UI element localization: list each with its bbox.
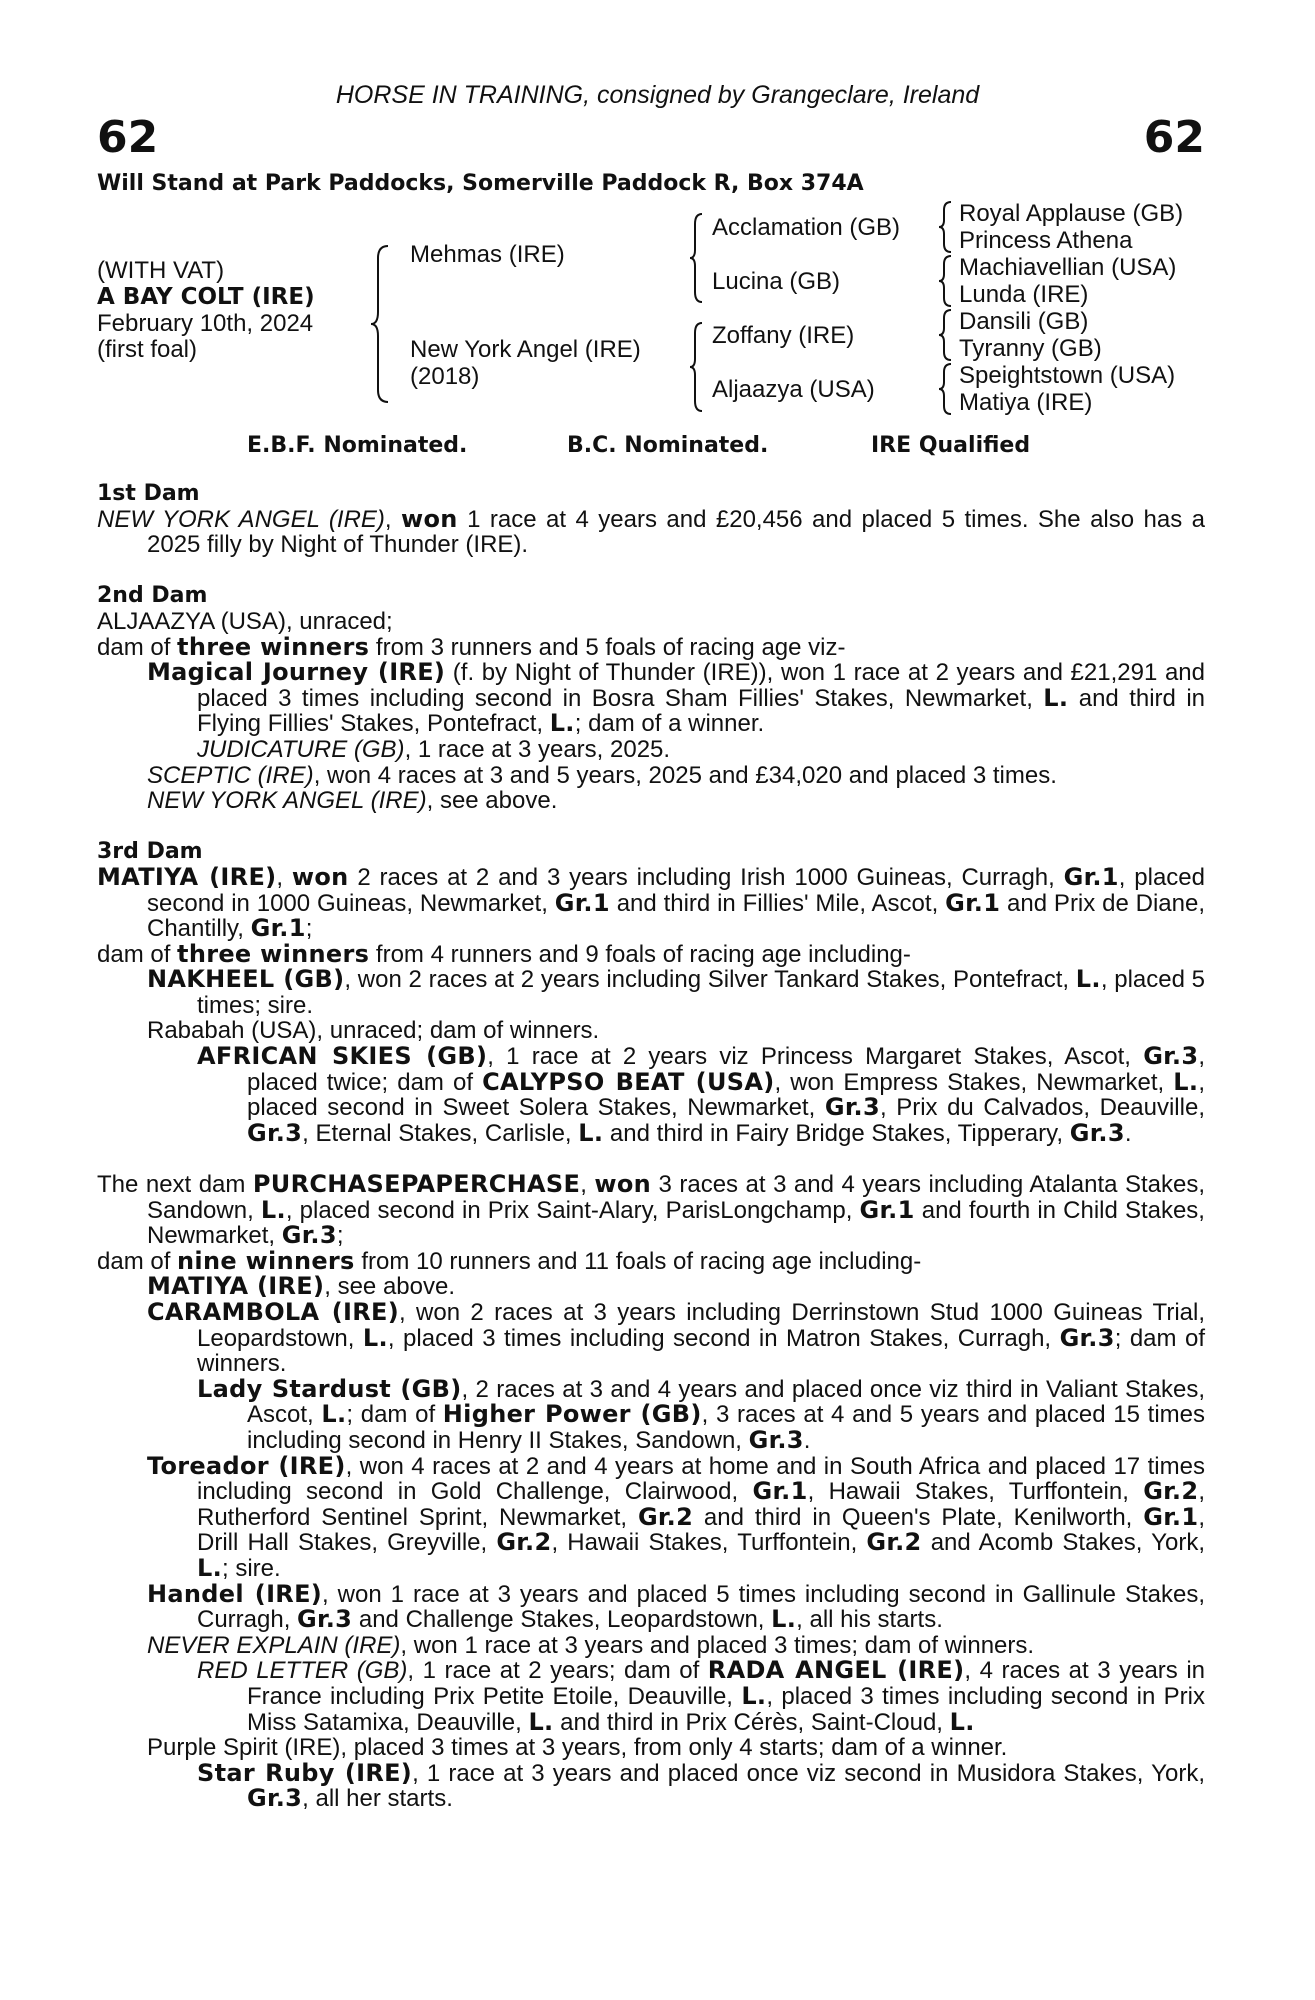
catalogue-subtitle: HORSE IN TRAINING, consigned by Grangeclare, Ireland [335,81,980,109]
second-dam-entry: ALJAAZYA (USA), unraced; [97,607,393,635]
pedigree-ggp-1: Royal Applause (GB) [959,200,1184,227]
catalogue-body [97,481,1205,1812]
pedigree-ggp-6: Tyranny (GB) [959,335,1102,362]
ire-qualified: IRE Qualified [871,433,1031,458]
pedigree-sire-sire: Acclamation (GB) [712,214,901,241]
ebf-nomination: E.B.F. Nominated. [247,433,468,458]
produce-rababah: Rababah (USA), unraced; dam of winners. [147,1017,600,1045]
pedigree-brace-dam [688,321,704,413]
vat-note: (WITH VAT) [97,257,225,284]
pedigree-brace-sire [688,212,704,304]
produce-red-letter: RED LETTER (GB), 1 race at 2 years; dam of RADA ANGEL (IRE), 4 races at 3 years in France including Prix Petite Etoile, Deauville, L., placed 3 times including second in Prix Miss Satamixa, Deauville, L. and third in Prix Cérès, Saint-Cloud, L. [197,1656,1206,1736]
pedigree-dam-year: (2018) [410,363,480,390]
produce-lady-stardust: Lady Stardust (GB), 2 races at 3 and 4 years and placed once viz third in Valiant Stakes, Ascot, L.; dam of Higher Power (GB), 3 races at 4 and 5 years and placed 15 times including second in Henry II Stakes, Sandown, Gr.3. [197,1374,1206,1454]
produce-toreador: Toreador (IRE), won 4 races at 2 and 4 years at home and in South Africa and placed 17 times including second in Gold Challenge, Clairwood, Gr.1, Hawaii Stakes, Turffontein, Gr.2, Rutherford Sentinel Sprint, Newmarket, Gr.2 and third in Queen's Plate, Kenilworth, Gr.1, Drill Hall Stakes, Greyville, Gr.2, Hawaii Stakes, Turffontein, Gr.2 and Acomb Stakes, York, L.; sire. [147,1451,1206,1582]
next-dam-produce-summary: dam of nine winners from 10 runners and 11 foals of racing age including- [97,1246,922,1275]
lot-number-right: 62 [1143,112,1205,163]
produce-star-ruby: Star Ruby (IRE), 1 race at 3 years and placed once viz second in Musidora Stakes, York, Gr.3, all her starts. [197,1758,1205,1813]
stand-location: Will Stand at Park Paddocks, Somerville Paddock R, Box 374A [97,171,864,196]
third-dam-produce-summary: dam of three winners from 4 runners and 9 foals of racing age including- [97,939,911,968]
produce-judicature: JUDICATURE (GB), 1 race at 3 years, 2025. [197,735,671,763]
lot-number-left: 62 [97,112,159,163]
second-dam-heading: 2nd Dam [97,583,208,609]
bc-nomination: B.C. Nominated. [567,433,769,458]
pedigree-dam: New York Angel (IRE) [410,336,641,363]
pedigree-brace-gg3 [937,308,953,362]
pedigree-ggp-7: Speightstown (USA) [959,362,1176,389]
produce-african-skies: AFRICAN SKIES (GB), 1 race at 2 years viz Princess Margaret Stakes, Ascot, Gr.3, placed twice; dam of CALYPSO BEAT (USA), won Empress Stakes, Newmarket, L., placed second in Sweet Solera Stakes, Newmarket, Gr.3, Prix du Calvados, Deauville, Gr.3, Eternal Stakes, Carlisle, L. and third in Fairy Bridge Stakes, Tipperary, Gr.3. [197,1042,1205,1147]
first-dam-heading: 1st Dam [97,481,200,506]
pedigree-ggp-2: Princess Athena [959,227,1133,254]
third-dam-entry: MATIYA (IRE), won 2 races at 2 and 3 years including Irish 1000 Guineas, Curragh, Gr.1, placed second in 1000 Guineas, Newmarket, Gr.1 and third in Fillies' Mile, Ascot, Gr.1 and Prix de Diane, Chantilly, Gr.1; [97,862,1205,943]
foal-note: (first foal) [97,336,198,363]
pedigree-dam-sire: Zoffany (IRE) [712,322,855,349]
pedigree-brace-gg1 [937,200,953,254]
produce-magical-journey: Magical Journey (IRE) (f. by Night of Thunder (IRE)), won 1 race at 2 years and £21,291 and placed 3 times including second in Bosra Sham Fillies' Stakes, Newmarket, L. and third in Flying Fillies' Stakes, Pontefract, L.; dam of a winner. [147,658,1206,738]
produce-matiya: MATIYA (IRE), see above. [147,1272,456,1301]
first-dam-entry: NEW YORK ANGEL (IRE), won 1 race at 4 years and £20,456 and placed 5 times. She also has a 2025 filly by Night of Thunder (IRE). [97,504,1206,559]
pedigree-brace-gg2 [937,254,953,308]
produce-handel: Handel (IRE), won 1 race at 3 years and placed 5 times including second in Gallinule Stakes, Curragh, Gr.3 and Challenge Stakes, Leopardstown, L., all his starts. [147,1579,1205,1634]
produce-purple-spirit: Purple Spirit (IRE), placed 3 times at 3 years, from only 4 starts; dam of a winner. [147,1734,1008,1762]
pedigree-sire-dam: Lucina (GB) [712,268,841,295]
produce-nakheel: NAKHEEL (GB), won 2 races at 2 years including Silver Tankard Stakes, Pontefract, L., placed 5 times; sire. [147,965,1206,1019]
second-dam-produce-summary: dam of three winners from 3 runners and 5 foals of racing age viz- [97,632,846,661]
produce-carambola: CARAMBOLA (IRE), won 2 races at 3 years including Derrinstown Stud 1000 Guineas Trial, Leopardstown, L., placed 3 times including second in Matron Stakes, Curragh, Gr.3; dam of winners. [147,1298,1206,1378]
pedigree-dam-dam: Aljaazya (USA) [712,376,875,403]
pedigree-brace-gg4 [937,362,953,416]
pedigree-ggp-8: Matiya (IRE) [959,389,1093,416]
produce-new-york-angel: NEW YORK ANGEL (IRE), see above. [147,787,558,815]
pedigree-ggp-3: Machiavellian (USA) [959,254,1177,281]
third-dam-heading: 3rd Dam [97,839,203,865]
pedigree-sire: Mehmas (IRE) [410,241,565,268]
next-dam-entry: The next dam PURCHASEPAPERCHASE, won 3 races at 3 and 4 years including Atalanta Stakes, Sandown, L., placed second in Prix Saint-Alary, ParisLongchamp, Gr.1 and fourth in Child Stakes, Newmarket, Gr.3; [97,1170,1205,1250]
pedigree-brace-main [368,244,392,404]
produce-never-explain: NEVER EXPLAIN (IRE), won 1 race at 3 years and placed 3 times; dam of winners. [147,1631,1035,1659]
pedigree-ggp-5: Dansili (GB) [959,308,1089,335]
foaling-date: February 10th, 2024 [97,310,314,337]
produce-sceptic: SCEPTIC (IRE), won 4 races at 3 and 5 years, 2025 and £34,020 and placed 3 times. [147,761,1057,789]
pedigree-ggp-4: Lunda (IRE) [959,281,1089,308]
horse-name: A BAY COLT (IRE) [97,284,315,310]
